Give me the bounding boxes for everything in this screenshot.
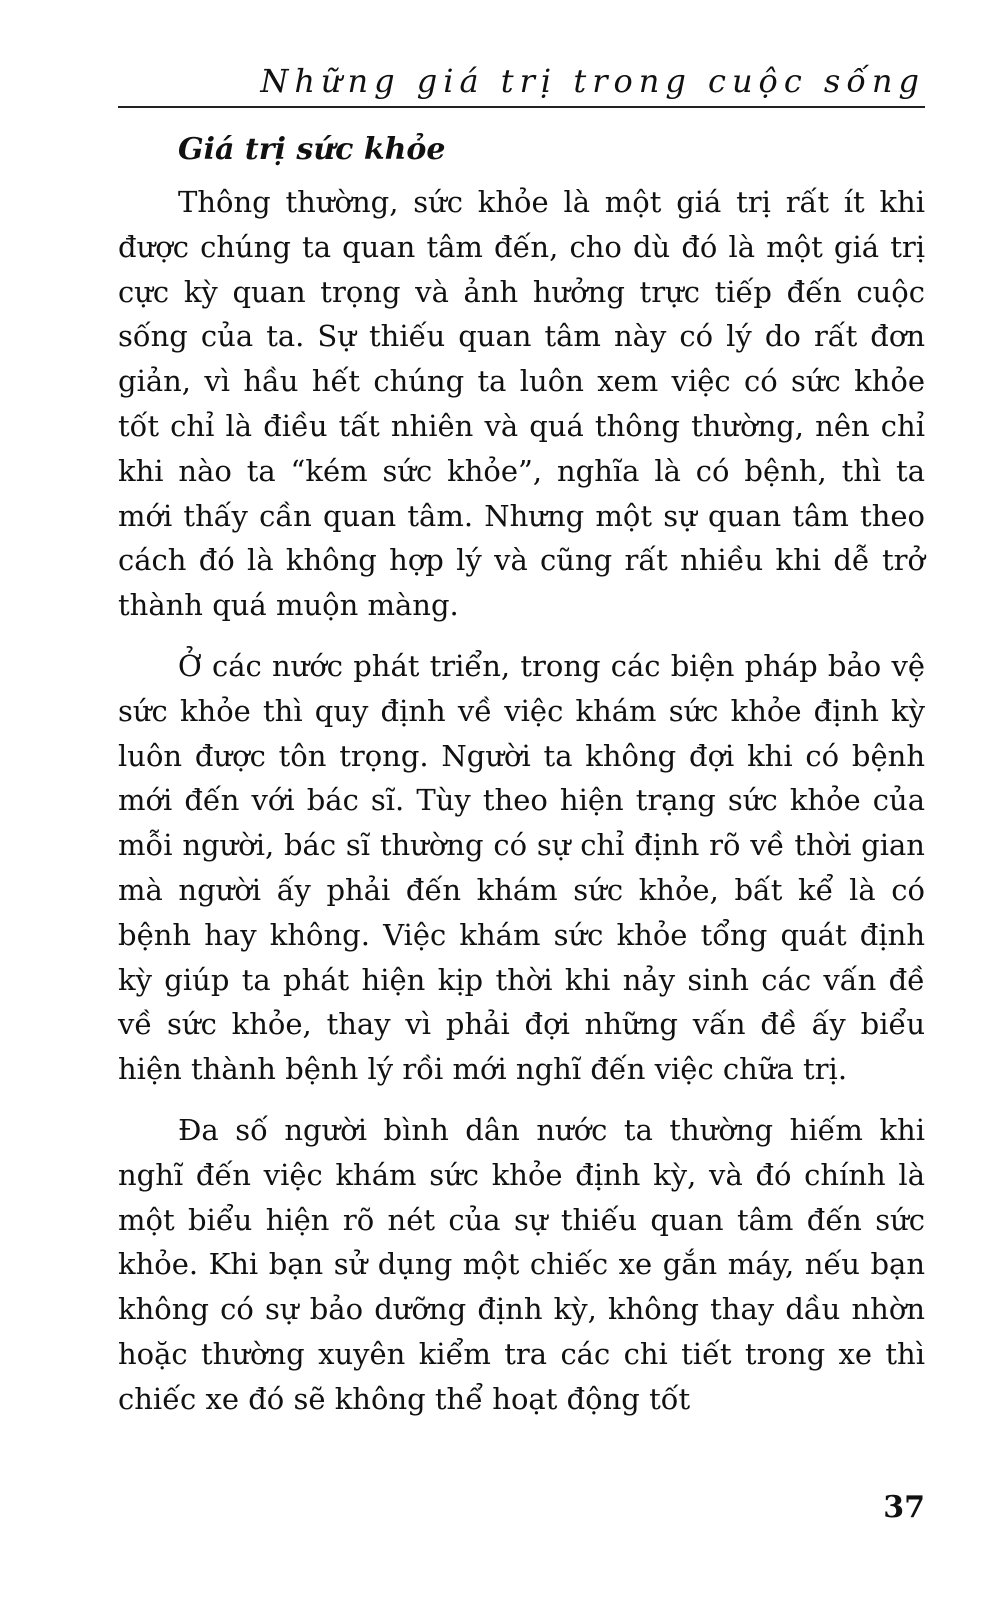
- paragraph-1: Thông thường, sức khỏe là một giá trị rất ít khi được chúng ta quan tâm đến, cho dù đó là một giá trị cực kỳ quan trọng và ảnh hưởng trực tiếp đến cuộc sống của ta. Sự thiếu quan tâm này có lý do rất đơn giản, vì hầu hết chúng ta luôn xem việc có sức khỏe tốt chỉ là điều tất nhiên và quá thông thường, nên chỉ khi nào ta “kém sức khỏe”, nghĩa là có bệnh, thì ta mới thấy cần quan tâm. Nhưng một sự quan tâm theo cách đó là không hợp lý và cũng rất nhiều khi dễ trở thành quá muộn màng.: [118, 185, 925, 623]
- paragraph-2: Ở các nước phát triển, trong các biện pháp bảo vệ sức khỏe thì quy định về việc khám sức khỏe định kỳ luôn được tôn trọng. Người ta không đợi khi có bệnh mới đến với bác sĩ. Tùy theo hiện trạng sức khỏe của mỗi người, bác sĩ thường có sự chỉ định rõ về thời gian mà người ấy phải đến khám sức khỏe, bất kể là có bệnh hay không. Việc khám sức khỏe tổng quát định kỳ giúp ta phát hiện kịp thời khi nảy sinh các vấn đề về sức khỏe, thay vì phải đợi những vấn đề ấy biểu hiện thành bệnh lý rồi mới nghĩ đến việc chữa trị.: [118, 648, 925, 1087]
- page-number: 37: [883, 1490, 925, 1525]
- page-body: [118, 128, 925, 1438]
- running-header: [118, 50, 925, 108]
- running-header-title: Những giá trị trong cuộc sống: [260, 62, 925, 100]
- section-heading: Giá trị sức khỏe: [178, 132, 446, 167]
- paragraph-3: Đa số người bình dân nước ta thường hiếm khi nghĩ đến việc khám sức khỏe định kỳ, và đó chính là một biểu hiện rõ nét của sự thiếu quan tâm đến sức khỏe. Khi bạn sử dụng một chiếc xe gắn máy, nếu bạn không có sự bảo dưỡng định kỳ, không thay dầu nhờn hoặc thường xuyên kiểm tra các chi tiết trong xe thì chiếc xe đó sẽ không thể hoạt động tốt: [118, 1112, 925, 1416]
